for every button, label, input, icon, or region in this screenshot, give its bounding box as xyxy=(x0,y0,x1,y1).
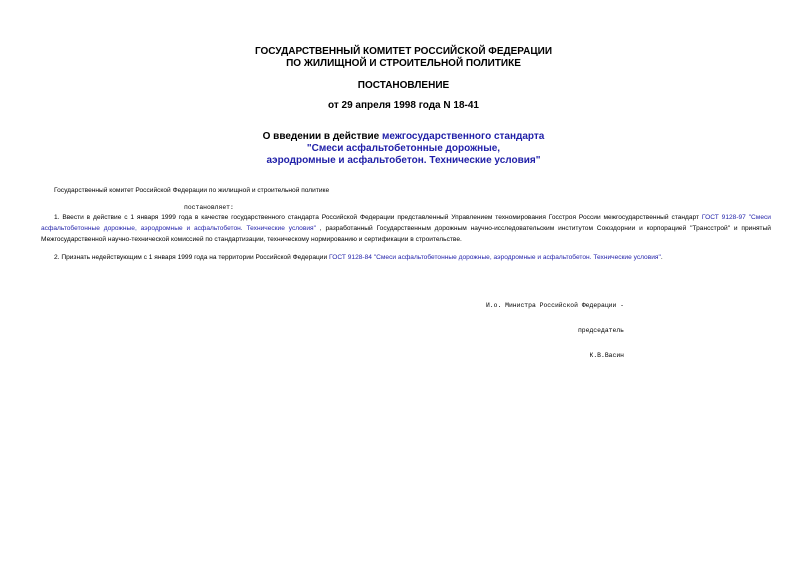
title-prefix: О введении в действие xyxy=(262,131,382,142)
title-link-name-1[interactable]: "Смеси асфальтобетонные дорожные, xyxy=(306,143,501,154)
paragraph-2 xyxy=(41,252,771,263)
title-link-standard[interactable]: межгосударственного стандарта xyxy=(382,131,545,142)
document-title xyxy=(0,131,807,167)
paragraph-1-rest: , разработанный Государственным дорожным научно-исследовательским институтом Союздорнии и корпорацией "Трансстрой" и принятый Межгосударственной научно-технической комиссией по стандартизации, техническому нормированию и сертификации в строительстве. xyxy=(41,225,771,243)
standard-name-link-1[interactable]: "Смеси асфальтобетонные дорожные, аэродромные и асфальтобетон. Технические условия" xyxy=(41,214,771,232)
signer-name: К.В.Васин xyxy=(589,352,624,360)
paragraph-1 xyxy=(41,212,771,245)
issuing-authority xyxy=(0,46,807,70)
document-type: ПОСТАНОВЛЕНИЕ xyxy=(357,80,450,91)
gost-9128-84-link[interactable]: ГОСТ 9128-84 xyxy=(329,254,372,261)
authority-line-2: ПО ЖИЛИЩНОЙ И СТРОИТЕЛЬНОЙ ПОЛИТИКЕ xyxy=(286,58,521,69)
paragraph-1-text: 1. Ввести в действие с 1 января 1999 года в качестве государственного стандарта Российской Федерации представленный Управлением техномирования Госстроя России межгосударственный стандарт xyxy=(54,214,702,221)
preamble: Государственный комитет Российской Федерации по жилищной и строительной политике xyxy=(54,187,330,194)
document-date: от 29 апреля 1998 года N 18-41 xyxy=(328,100,479,111)
gost-9128-97-link[interactable]: ГОСТ 9128-97 xyxy=(701,214,746,221)
authority-line-1: ГОСУДАРСТВЕННЫЙ КОМИТЕТ РОССИЙСКОЙ ФЕДЕРАЦИИ xyxy=(254,46,553,57)
signer-title: председатель xyxy=(577,327,624,335)
paragraph-2-end: . xyxy=(660,254,663,261)
title-link-name-2[interactable]: аэродромные и асфальтобетон. Технические условия" xyxy=(266,155,541,166)
standard-name-link-2[interactable]: "Смеси асфальтобетонные дорожные, аэродромные и асфальтобетон. Технические условия" xyxy=(373,254,661,261)
signer-position: И.о. Министра Российской Федерации - xyxy=(485,301,624,309)
signature-block xyxy=(474,285,624,377)
resolves-word: постановляет: xyxy=(184,204,234,211)
paragraph-2-text: 2. Признать недействующим с 1 января 1999 года на территории Российской Федерации xyxy=(54,254,329,261)
